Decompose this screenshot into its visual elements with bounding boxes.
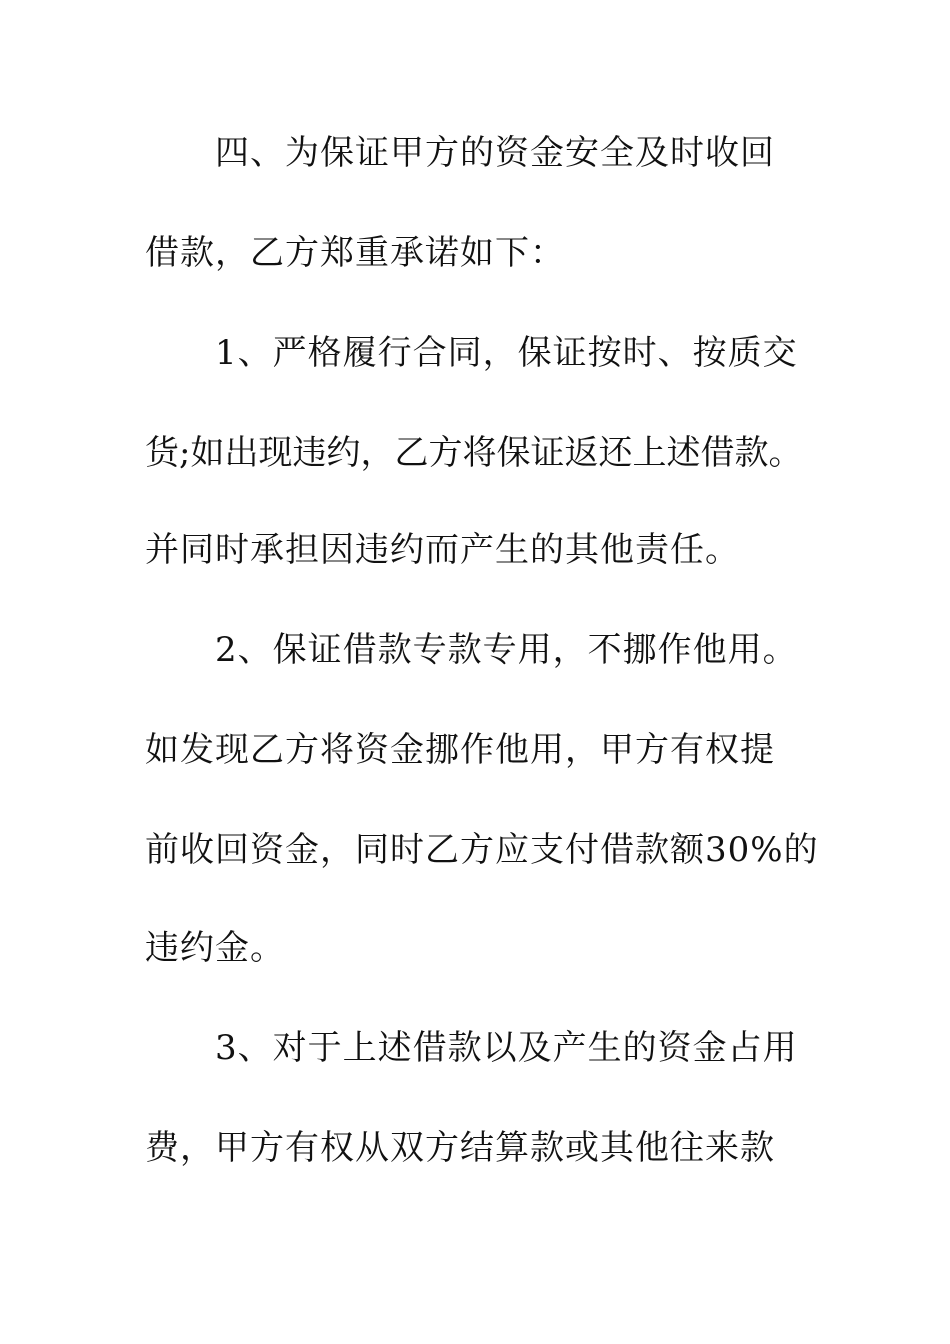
item-2-line-4: 违约金。 [145, 928, 285, 968]
clause-4-heading-continuation: 借款，乙方郑重承诺如下： [145, 233, 565, 273]
clause-4-heading-line: 四、为保证甲方的资金安全及时收回 [215, 133, 775, 173]
item-2-line-2: 如发现乙方将资金挪作他用，甲方有权提 [145, 730, 775, 770]
item-3-line-2: 费，甲方有权从双方结算款或其他往来款 [145, 1128, 775, 1168]
item-1-line-2: 货;如出现违约，乙方将保证返还上述借款。 [145, 433, 803, 473]
item-1-line-1: 1、严格履行合同，保证按时、按质交 [215, 333, 798, 373]
item-2-line-1: 2、保证借款专款专用，不挪作他用。 [215, 630, 798, 670]
item-2-line-3: 前收回资金，同时乙方应支付借款额30%的 [145, 830, 819, 870]
item-3-line-1: 3、对于上述借款以及产生的资金占用 [215, 1028, 798, 1068]
item-1-line-3: 并同时承担因违约而产生的其他责任。 [145, 530, 740, 570]
